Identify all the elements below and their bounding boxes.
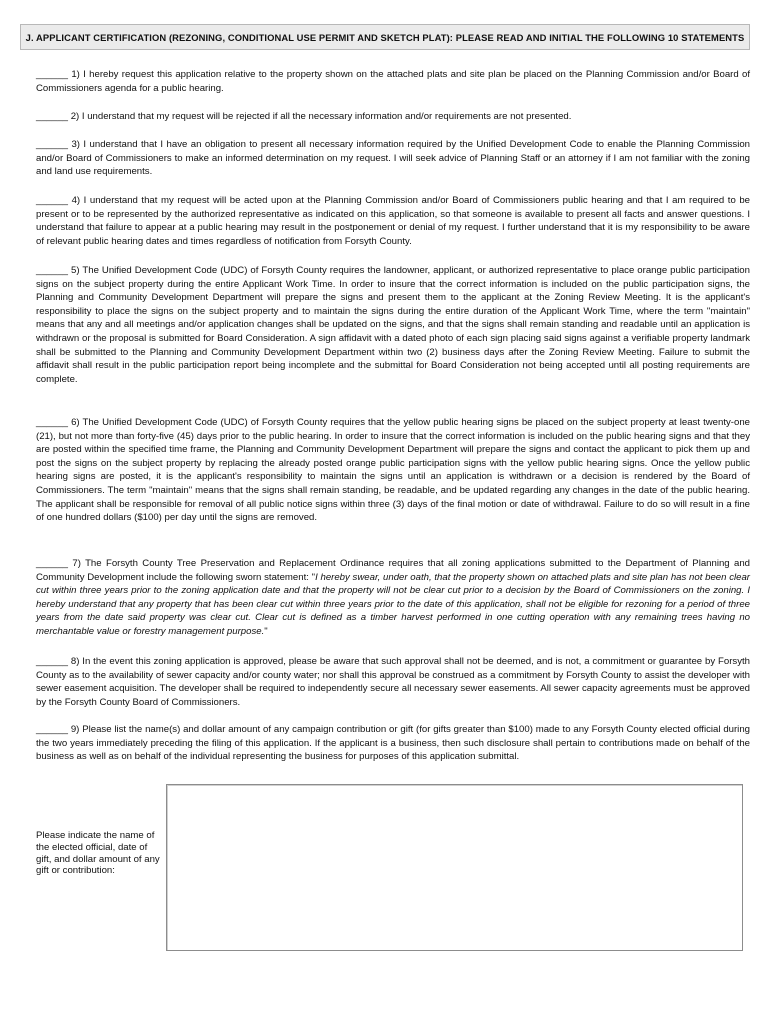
statement-8 bbox=[36, 655, 750, 709]
statement-2 bbox=[36, 110, 750, 124]
sworn-statement-text: I hereby swear, under oath, that the property shown on attached plats and site plan has not been clear cut within three years prior to the zoning application date and that the property will not be clear cut prior to a decision by the Board of Commissioners on the zoning. I hereby understand that any property that has been clear cut within three years prior to the date of this application, shall not be eligible for rezoning for a period of three years from the date said property was clear cut. Clear cut is defined as a timber harvest performed in one cutting operation with any remaining trees having no merchantable value or forestry management purpose. bbox=[36, 571, 750, 637]
statement-4-text: 4) I understand that my request will be acted upon at the Planning Commission and/or Board of Commissioners public hearing and that I am required to be present or to be represented by the authorized representative as indicated on this application, so that someone is available to present all facts and answer questions. I understand that failure to appear at a public hearing may result in the postponement or denial of my request. I further understand that it is my responsibility to be aware of relevant public hearing dates and times regardless of notification from Forsyth County. bbox=[36, 195, 751, 247]
statement-6 bbox=[36, 416, 750, 525]
statement-8-text: 8) In the event this zoning application is approved, please be aware that such approval shall not be deemed, and is not, a commitment or guarantee by Forsyth County as to the availability of sewer capacity and/or county water; nor shall this approval be construed as a commitment by Forsyth County to assist the developer with sewer easement acquisition. The developer shall be required to independently secure all necessary sewer easements. All sewer capacity agreements must be approved by the Forsyth County Board of Commissioners. bbox=[36, 656, 750, 708]
section-title-text: J. APPLICANT CERTIFICATION (REZONING, CONDITIONAL USE PERMIT AND SKETCH PLAT): PLEASE READ AND INITIAL THE FOLLOWING 10 STATEMENTS bbox=[25, 31, 745, 43]
initial-blank-8[interactable]: ______ bbox=[36, 656, 69, 667]
statement-5 bbox=[36, 264, 750, 386]
section-title bbox=[20, 24, 750, 50]
initial-blank-9[interactable]: ______ bbox=[36, 724, 69, 735]
statement-7 bbox=[36, 557, 750, 639]
statement-3-text: 3) I understand that I have an obligation to present all necessary information required by the Unified Development Code to enable the Planning Commission and/or Board of Commissioners to make an informed determination on my request. I will seek advice of Planning Staff or an attorney if I am not familiar with the zoning and land use requirements. bbox=[36, 139, 751, 178]
statement-1 bbox=[36, 68, 750, 95]
statement-6-text: 6) The Unified Development Code (UDC) of Forsyth County requires that the yellow public hearing signs be placed on the subject property at least twenty-one (21), but not more than forty-five (45) days prior to the public hearing. In order to insure that the correct information is included on the public hearing signs and that they are posted within the specified time frame, the Planning and Community Development Department will prepare the signs and contact the applicant to pick them up and post the signs on the subject property by replacing the already posted orange public participation signs with the yellow public hearing signs. Once the yellow public hearing signs are posted, it is the applicant's responsibility to maintain the signs until an application is withdrawn or a decision is rendered by the Board of Commissioners. The term "maintain" means that the signs shall remain standing, be readable, and be updated regarding any changes in the date of the public hearing. The applicant shall be responsible for removal of all public notice signs within three (3) days of the final motion or date of withdrawal. Failure to do so will result in a fine of one hundred dollars ($100) per day until the signs are removed. bbox=[36, 417, 750, 524]
initial-blank-6[interactable]: ______ bbox=[36, 417, 69, 428]
initial-blank-7[interactable]: ______ bbox=[36, 558, 69, 569]
initial-blank-2[interactable]: ______ bbox=[36, 111, 69, 122]
sworn-statement-close-quote: " bbox=[264, 625, 268, 637]
statement-4 bbox=[36, 194, 750, 248]
initial-blank-3[interactable]: ______ bbox=[36, 139, 69, 150]
statement-3 bbox=[36, 138, 750, 179]
statement-7-text: 7) The Forsyth County Tree Preservation and Replacement Ordinance requires that all zoning applications submitted to the Department of Planning and Community Development include the following sworn statement: " bbox=[36, 558, 750, 583]
statement-5-text: 5) The Unified Development Code (UDC) of Forsyth County requires the landowner, applicant, or authorized representative to place orange public participation signs on the subject property during the entire Applicant Work Time. In order to insure that the correct information is included on the public participation signs, the Planning and Community Development Department will prepare the signs and present them to the applicant at the Zoning Review Meeting. It is the applicant's responsibility to place the signs on the subject property and to maintain the signs during the entire duration of the Applicant Work Time, where the term "maintain" means that any and all meetings and/or application changes shall be updated on the signs, and that the signs shall remain standing and readable until an application is withdrawn or the proposal is submitted for Board Consideration. A sign affidavit with a dated photo of each sign placing said signs against a verifiable property landmark shall be submitted to the Planning and Community Development Department within two (2) business days after the Zoning Review Meeting. Failure to submit the affidavit shall result in the public participation report being incomplete and the submittal for Board Consideration not being accepted until all posting requirements are complete. bbox=[36, 265, 750, 385]
statement-9 bbox=[36, 723, 750, 764]
contribution-box-label: Please indicate the name of the elected official, date of gift, and dollar amount of any gift or contribution: bbox=[36, 830, 160, 877]
initial-blank-4[interactable]: ______ bbox=[36, 195, 69, 206]
statement-9-text: 9) Please list the name(s) and dollar amount of any campaign contribution or gift (for gifts greater than $100) made to any Forsyth County elected official during the two years immediately preceding the filing of this application. If the applicant is a business, then such disclosure shall pertain to contributions made on behalf of the business as well as on behalf of the individual representing the business for purposes of this application submittal. bbox=[36, 724, 750, 763]
statement-2-text: 2) I understand that my request will be rejected if all the necessary information and/or requirements are not presented. bbox=[70, 111, 572, 122]
initial-blank-1[interactable]: ______ bbox=[36, 69, 69, 80]
statement-1-text: 1) I hereby request this application relative to the property shown on the attached plats and site plan be placed on the Planning Commission and/or Board of Commissioners agenda for a public hearing. bbox=[36, 69, 750, 94]
contribution-input-box[interactable] bbox=[166, 784, 743, 951]
initial-blank-5[interactable]: ______ bbox=[36, 265, 69, 276]
